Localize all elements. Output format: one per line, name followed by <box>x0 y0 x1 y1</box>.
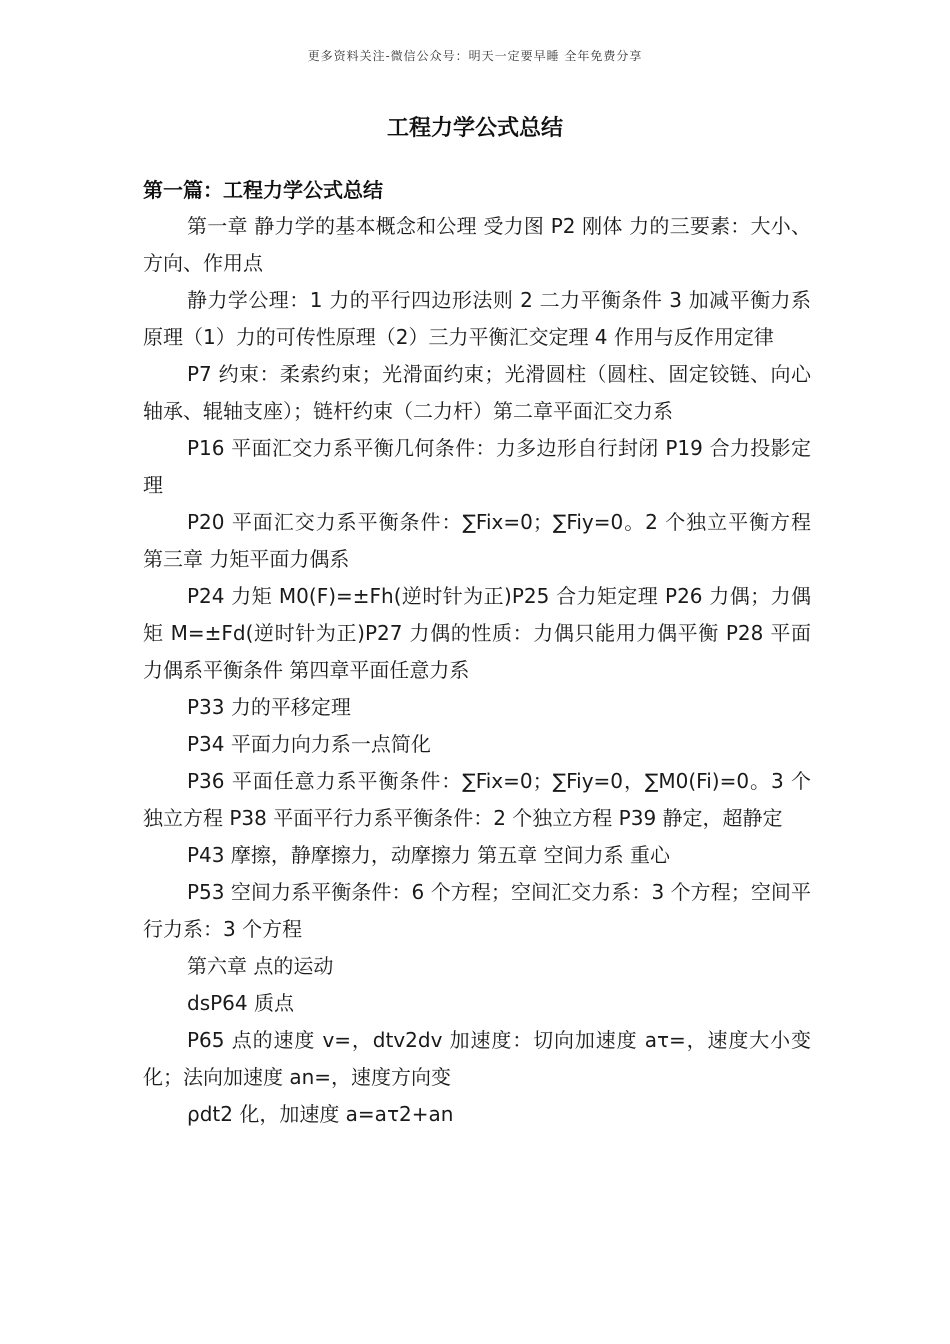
paragraph-p16: P16 平面汇交力系平衡几何条件：力多边形自行封闭 P19 合力投影定理 <box>143 436 811 497</box>
paragraph-p20: P20 平面汇交力系平衡条件：∑Fix=0；∑Fiy=0。2 个独立平衡方程 第三章 力矩平面力偶系 <box>143 510 811 571</box>
paragraph-constraints: P7 约束：柔索约束；光滑面约束；光滑圆柱（圆柱、固定铰链、向心轴承、辊轴支座）；链杆约束（二力杆）第二章平面汇交力系 <box>143 362 811 423</box>
paragraph-p34: P34 平面力向力系一点简化 <box>187 732 431 756</box>
paragraph-p64: dsP64 质点 <box>187 991 294 1015</box>
document-title: 工程力学公式总结 <box>386 116 563 141</box>
document-body <box>143 208 811 1133</box>
paragraph-acceleration: ρdt2 化，加速度 a=aτ2+an <box>187 1102 454 1126</box>
paragraph-p43: P43 摩擦，静摩擦力，动摩擦力 第五章 空间力系 重心 <box>187 843 670 867</box>
paragraph-p24: P24 力矩 M0(F)=±Fh(逆时针为正)P25 合力矩定理 P26 力偶；力偶矩 M=±Fd(逆时针为正)P27 力偶的性质：力偶只能用力偶平衡 P28 平面力偶系平衡条件 第四章平面任意力系 <box>143 584 811 682</box>
paragraph-p33: P33 力的平移定理 <box>187 695 351 719</box>
section-heading: 第一篇：工程力学公式总结 <box>143 178 383 202</box>
page-header: 更多资料关注-微信公众号：明天一定要早睡 全年免费分享 <box>307 49 643 63</box>
paragraph-chapter-6: 第六章 点的运动 <box>187 954 334 978</box>
paragraph-p65: P65 点的速度 v=，dtv2dv 加速度：切向加速度 aτ=，速度大小变化；法向加速度 an=，速度方向变 <box>143 1028 811 1089</box>
paragraph-statics-axioms: 静力学公理：1 力的平行四边形法则 2 二力平衡条件 3 加减平衡力系原理（1）力的可传性原理（2）三力平衡汇交定理 4 作用与反作用定律 <box>143 288 811 349</box>
paragraph-p36: P36 平面任意力系平衡条件：∑Fix=0；∑Fiy=0，∑M0(Fi)=0。3 个独立方程 P38 平面平行力系平衡条件：2 个独立方程 P39 静定，超静定 <box>143 769 811 830</box>
paragraph-p53: P53 空间力系平衡条件：6 个方程；空间汇交力系：3 个方程；空间平行力系：3 个方程 <box>143 880 811 941</box>
paragraph-chapter-1: 第一章 静力学的基本概念和公理 受力图 P2 刚体 力的三要素：大小、方向、作用点 <box>143 214 811 275</box>
